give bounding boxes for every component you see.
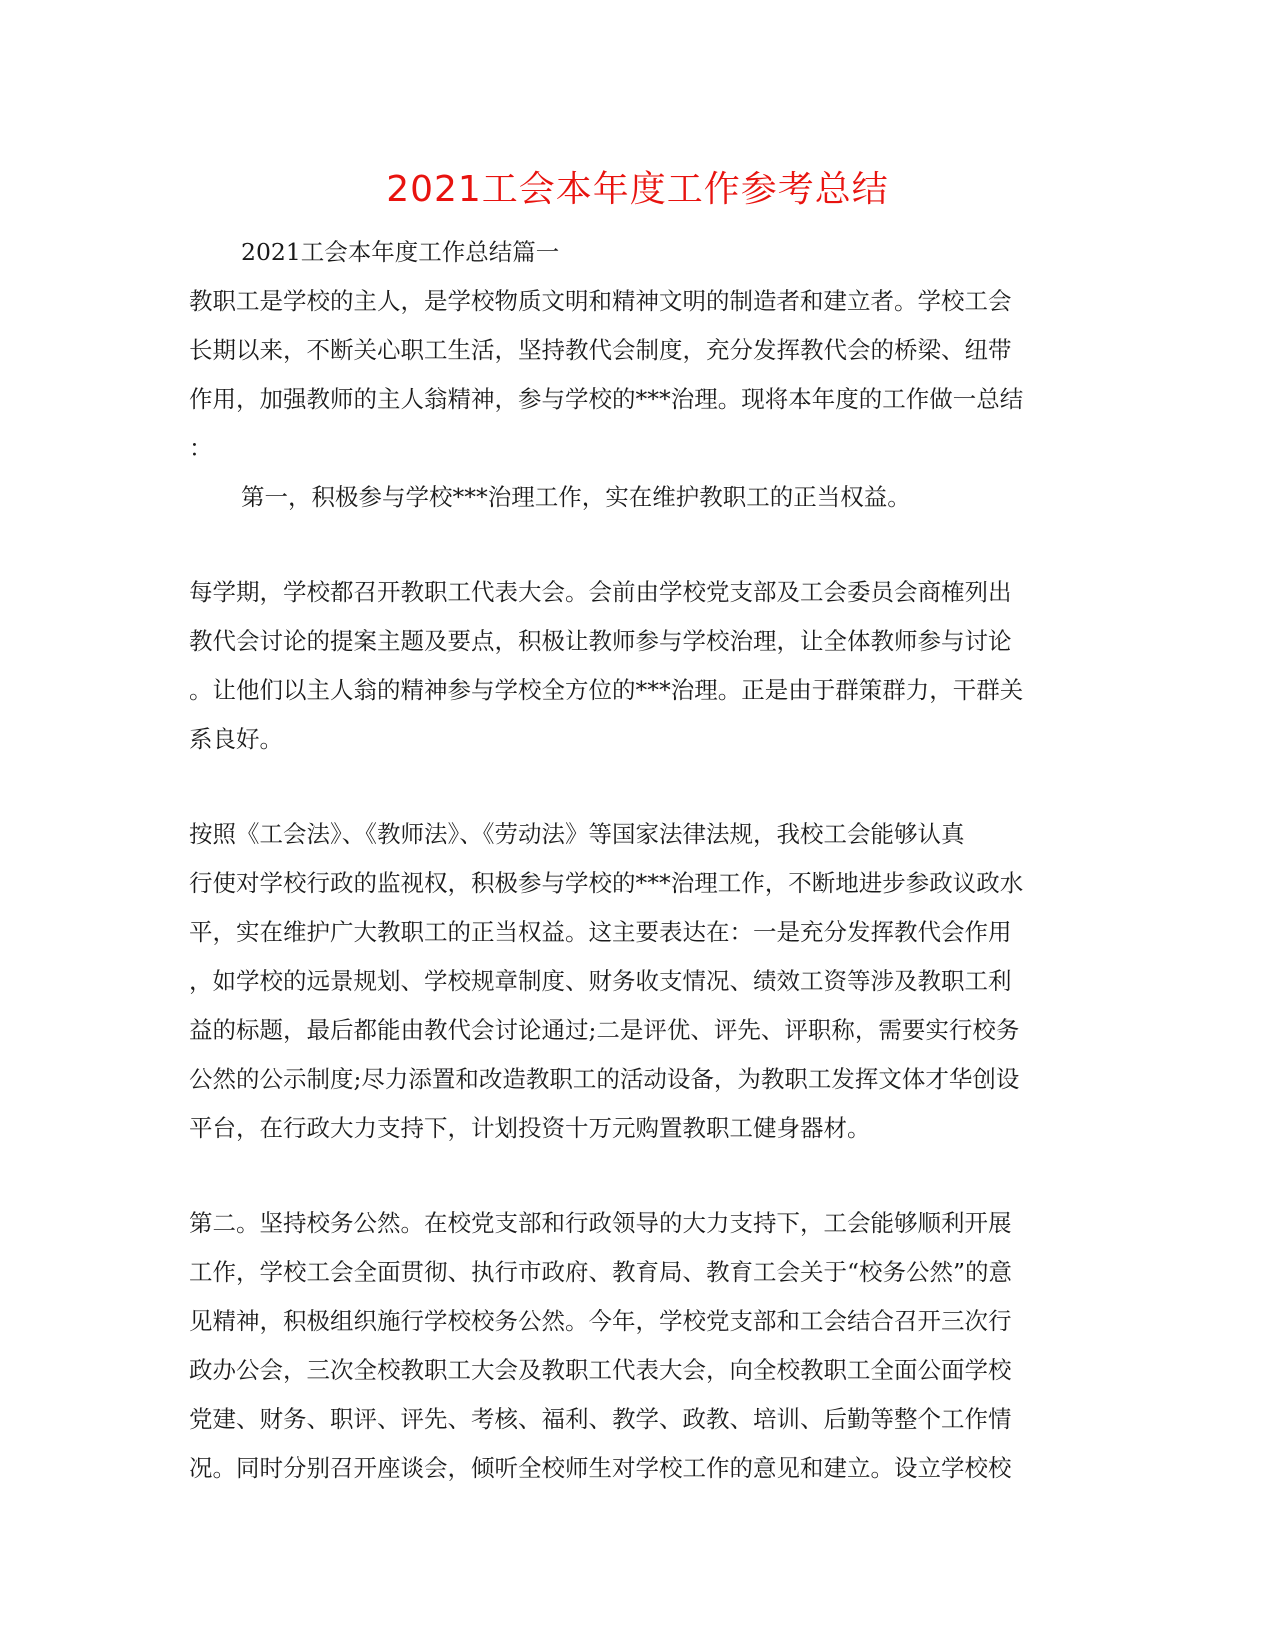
paragraph-line: 教代会讨论的提案主题及要点，积极让教师参与学校治理，让全体教师参与讨论: [189, 627, 1012, 655]
paragraph-line: 按照《工会法》、《教师法》、《劳动法》等国家法律法规，我校工会能够认真: [189, 820, 965, 848]
paragraph-gap: [189, 764, 1079, 810]
paragraph-line: 况。同时分别召开座谈会，倾听全校师生对学校工作的意见和建立。设立学校校: [189, 1454, 1012, 1482]
section-heading-first: 第一，积极参与学校***治理工作，实在维护教职工的正当权益。: [241, 483, 911, 511]
paragraph-line: 平，实在维护广大教职工的正当权益。这主要表达在：一是充分发挥教代会作用: [189, 918, 1012, 946]
paragraph-line: 每学期，学校都召开教职工代表大会。会前由学校党支部及工会委员会商榷列出: [189, 578, 1012, 606]
paragraph-line: 系良好。: [189, 725, 283, 753]
paragraph-line: ，如学校的远景规划、学校规章制度、财务收支情况、绩效工资等涉及教职工利: [189, 967, 1012, 995]
document-title: 2021工会本年度工作参考总结: [386, 169, 889, 210]
paragraph-line: 作用，加强教师的主人翁精神，参与学校的***治理。现将本年度的工作做一总结: [189, 385, 1024, 413]
paragraph-line: 政办公会，三次全校教职工大会及教职工代表大会，向全校教职工全面公面学校: [189, 1356, 1012, 1384]
paragraph-line: 见精神，积极组织施行学校校务公然。今年，学校党支部和工会结合召开三次行: [189, 1307, 1012, 1335]
paragraph-line: 行使对学校行政的监视权，积极参与学校的***治理工作，不断地进步参政议政水: [189, 869, 1024, 897]
paragraph-gap: [189, 522, 1079, 568]
paragraph-laws: [189, 810, 1079, 1153]
paragraph-line: 平台，在行政大力支持下，计划投资十万元购置教职工健身器材。: [189, 1114, 871, 1142]
paragraph-intro: [189, 277, 1079, 473]
section-subtitle: 2021工会本年度工作总结篇一: [241, 238, 560, 266]
paragraph-line: 党建、财务、职评、评先、考核、福利、教学、政教、培训、后勤等整个工作情: [189, 1405, 1012, 1433]
paragraph-line: 教职工是学校的主人，是学校物质文明和精神文明的制造者和建立者。学校工会: [189, 287, 1012, 315]
paragraph-line: 长期以来，不断关心职工生活，坚持教代会制度，充分发挥教代会的桥梁、纽带: [189, 336, 1012, 364]
document-body: [189, 228, 1079, 1493]
paragraph-congress: [189, 568, 1079, 764]
paragraph-line: 第二。坚持校务公然。在校党支部和行政领导的大力支持下，工会能够顺利开展: [189, 1209, 1012, 1237]
paragraph-second: [189, 1199, 1079, 1493]
paragraph-line: ：: [189, 434, 213, 462]
paragraph-line: 益的标题，最后都能由教代会讨论通过;二是评优、评先、评职称，需要实行校务: [189, 1016, 1020, 1044]
paragraph-line: 公然的公示制度;尽力添置和改造教职工的活动设备，为教职工发挥文体才华创设: [189, 1065, 1020, 1093]
paragraph-line: 工作，学校工会全面贯彻、执行市政府、教育局、教育工会关于“校务公然”的意: [189, 1258, 1013, 1286]
paragraph-gap: [189, 1153, 1079, 1199]
paragraph-line: 。让他们以主人翁的精神参与学校全方位的***治理。正是由于群策群力，干群关: [189, 676, 1024, 704]
